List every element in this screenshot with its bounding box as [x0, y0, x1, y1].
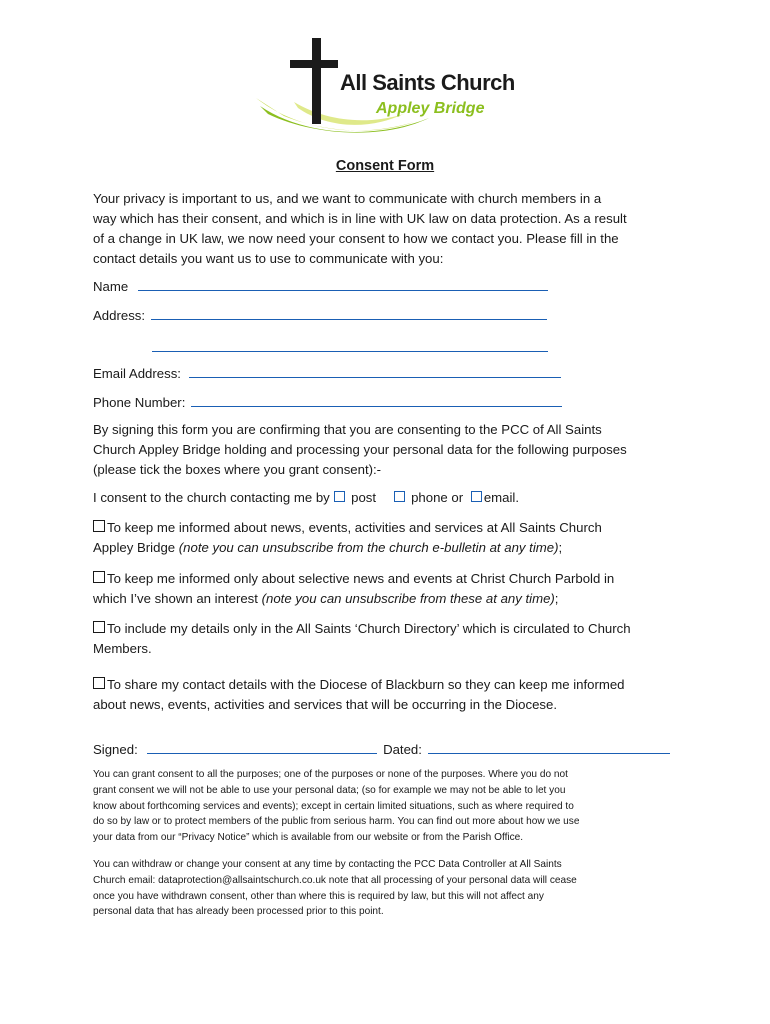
- option-1-text: To keep me informed about news, events, activities and services at All Saints Church: [107, 520, 602, 535]
- notice-line: You can grant consent to all the purposes; one of the purposes or none of the purposes. Where you do not: [93, 769, 568, 780]
- email-checkbox[interactable]: [471, 491, 482, 502]
- signed-label: Signed:: [93, 742, 138, 757]
- signing-line: (please tick the boxes where you grant consent):-: [93, 462, 382, 477]
- intro-line: contact details you want us to use to communicate with you:: [93, 251, 444, 266]
- email-option-label: email.: [483, 490, 519, 505]
- intro-line: of a change in UK law, we now need your consent to how we contact you. Please fill in the: [93, 231, 619, 246]
- signing-paragraph: [93, 420, 693, 480]
- phone-checkbox[interactable]: [394, 491, 405, 502]
- notice-line: once you have withdrawn consent, other than where this is required by law, but this will not affect any: [93, 890, 544, 902]
- notice-line: Church email: dataprotection@allsaintschurch.co.uk note that all processing of your personal data will cease: [93, 874, 577, 886]
- phone-input-line[interactable]: [191, 392, 562, 407]
- address-input-line-2[interactable]: [152, 337, 548, 352]
- option-4-text-2: about news, events, activities and services that will be occurring in the Diocese.: [93, 697, 557, 712]
- church-logo: [254, 36, 516, 140]
- intro-line: Your privacy is important to us, and we want to communicate with church members in a: [93, 191, 602, 206]
- email-input-line[interactable]: [189, 363, 561, 378]
- option-1-note: (note you can unsubscribe from the church e-bulletin at any time): [178, 540, 559, 555]
- address-field-line-2[interactable]: [93, 337, 693, 358]
- email-field[interactable]: [93, 363, 693, 384]
- consent-option-4: [93, 675, 693, 715]
- option-1-checkbox[interactable]: [93, 520, 105, 532]
- page-title: Consent Form: [335, 158, 435, 174]
- option-2-end: ;: [554, 591, 559, 606]
- withdraw-notice: [93, 857, 693, 920]
- phone-field[interactable]: [93, 392, 693, 413]
- notice-line: You can withdraw or change your consent at any time by contacting the PCC Data Controller at All Saints: [93, 859, 562, 870]
- option-3-checkbox[interactable]: [93, 621, 105, 633]
- consent-option-3: [93, 619, 693, 659]
- option-4-text: To share my contact details with the Diocese of Blackburn so they can keep me informed: [107, 677, 625, 692]
- option-1-end: ;: [558, 540, 563, 555]
- option-2-checkbox[interactable]: [93, 571, 105, 583]
- option-1-text-2: Appley Bridge: [93, 540, 179, 555]
- notice-line: your data from our “Privacy Notice” which is available from our website or from the Parish Office.: [93, 832, 524, 844]
- notice-line: grant consent we will not be able to use your personal data; (so for example we may not be able to let you: [93, 784, 566, 796]
- logo-title: All Saints Church: [340, 70, 515, 95]
- phone-option-label: phone or: [411, 490, 464, 505]
- post-label: post: [351, 490, 377, 505]
- option-3-text: To include my details only in the All Saints ‘Church Directory’ which is circulated to Church: [107, 621, 631, 636]
- address-field[interactable]: [93, 305, 693, 326]
- name-field[interactable]: [93, 276, 693, 297]
- email-label: Email Address:: [93, 366, 181, 381]
- logo-subtitle: Appley Bridge: [376, 100, 485, 117]
- notice-line: know about forthcoming services and events); except in certain limited situations, such as where required to: [93, 800, 574, 812]
- signing-line: Church Appley Bridge holding and processing your personal data for the following purposes: [93, 442, 627, 457]
- contact-method: [93, 488, 693, 508]
- address-input-line-1[interactable]: [151, 305, 547, 320]
- signature-row: [93, 739, 693, 760]
- notice-line: personal data that has already been processed prior to this point.: [93, 906, 384, 918]
- consent-option-2: [93, 569, 693, 609]
- address-label: Address:: [93, 308, 146, 323]
- name-input-line[interactable]: [138, 276, 548, 291]
- option-4-checkbox[interactable]: [93, 677, 105, 689]
- option-2-note: (note you can unsubscribe from these at any time): [261, 591, 555, 606]
- contact-prefix: I consent to the church contacting me by: [93, 490, 330, 505]
- option-2-text-2: which I’ve shown an interest: [93, 591, 262, 606]
- notice-line: do so by law or to protect members of the public from serious harm. You can find out more about how we use: [93, 816, 580, 828]
- intro-line: way which has their consent, and which is in line with UK law on data protection. As a result: [93, 211, 627, 226]
- phone-label: Phone Number:: [93, 395, 186, 410]
- consent-option-1: [93, 518, 693, 558]
- date-input-line[interactable]: [428, 739, 670, 754]
- option-3-text-2: Members.: [93, 641, 152, 656]
- post-checkbox[interactable]: [334, 491, 345, 502]
- intro-paragraph: [93, 189, 693, 269]
- dated-label: Dated:: [383, 742, 422, 757]
- signing-line: By signing this form you are confirming that you are consenting to the PCC of All Saints: [93, 422, 602, 437]
- option-2-text: To keep me informed only about selective news and events at Christ Church Parbold in: [107, 571, 615, 586]
- name-label: Name: [93, 279, 129, 294]
- signature-input-line[interactable]: [147, 739, 377, 754]
- consent-notice: [93, 767, 693, 846]
